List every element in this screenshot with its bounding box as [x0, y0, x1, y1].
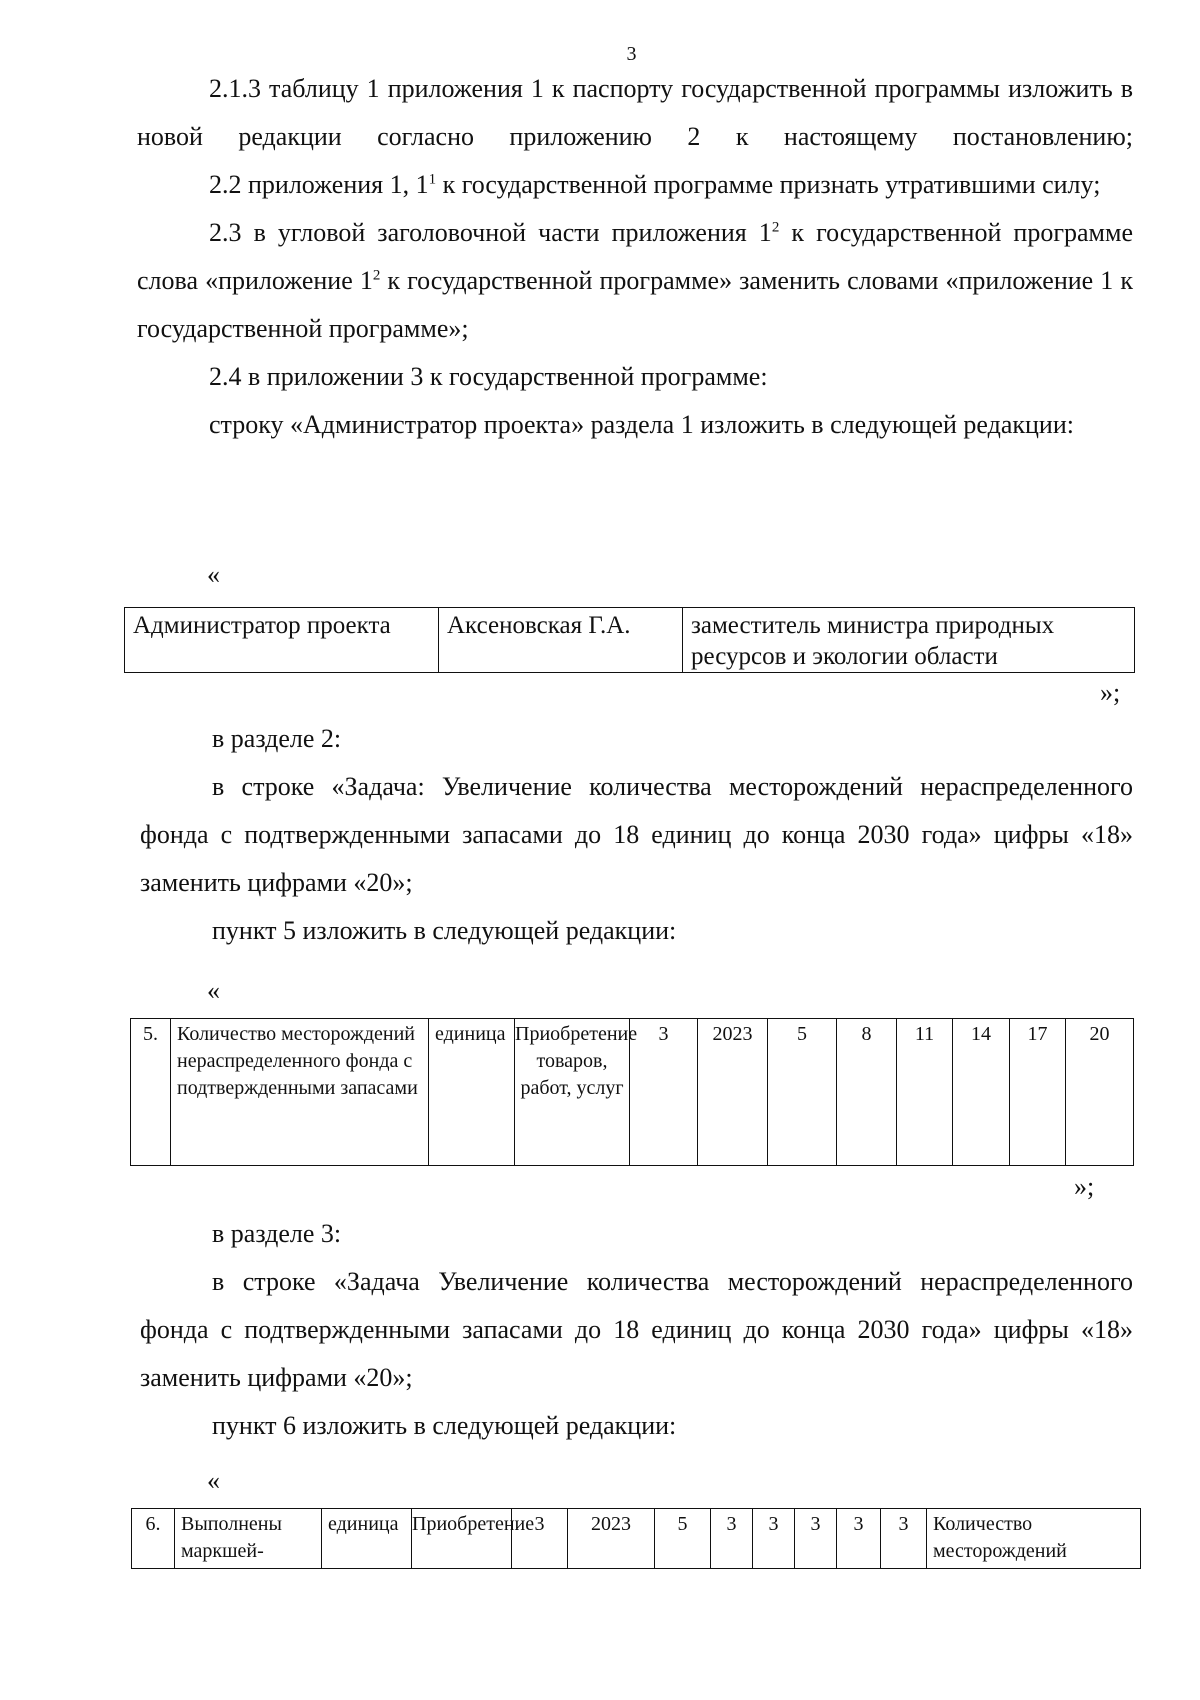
opening-quote-2: «: [207, 976, 220, 1005]
table-cell: единица: [322, 1509, 412, 1569]
table-cell: 3: [881, 1509, 927, 1569]
text-block-section-2: [140, 715, 1133, 955]
table-cell: заместитель министра природных ресурсов и экологии области: [683, 608, 1135, 673]
paragraph-row-administrator: строку «Администратор проекта» раздела 1 изложить в следующей редакции:: [209, 410, 1074, 439]
table-cell: единица: [429, 1019, 515, 1166]
paragraph-item-5: пункт 5 изложить в следующей редакции:: [212, 916, 677, 945]
table-cell: 3: [711, 1509, 753, 1569]
opening-quote-1: «: [207, 560, 220, 589]
paragraph-2-4: 2.4 в приложении 3 к государственной программе:: [209, 362, 768, 391]
table-row: [132, 1509, 1141, 1569]
table-cell: 3: [837, 1509, 881, 1569]
table-cell: 2023: [568, 1509, 655, 1569]
table-cell: 20: [1066, 1019, 1134, 1166]
table-item-6: [131, 1508, 1141, 1569]
table-cell: 11: [897, 1019, 953, 1166]
table-cell: 5.: [131, 1019, 171, 1166]
table-cell: 14: [953, 1019, 1010, 1166]
table-item-5: [130, 1018, 1134, 1166]
table-row: [125, 608, 1135, 673]
table-cell: 3: [753, 1509, 795, 1569]
table-cell: Аксеновская Г.А.: [439, 608, 683, 673]
paragraph-section-2-task: в строке «Задача: Увеличение количества месторождений нераспределенного фонда с подтвержденными запасами до 18 единиц до конца 2030 года» цифры «18» заменить цифрами «20»;: [140, 772, 1133, 897]
table-cell: 17: [1010, 1019, 1066, 1166]
table-cell: 5: [768, 1019, 837, 1166]
paragraph-section-3-task: в строке «Задача Увеличение количества месторождений нераспределенного фонда с подтвержденными запасами до 18 единиц до конца 2030 года» цифры «18» заменить цифрами «20»;: [140, 1267, 1133, 1392]
table-cell: Выполнены маркшей-: [175, 1509, 322, 1569]
table-row: [131, 1019, 1134, 1166]
table-cell: Приобретение товаров, работ, услуг: [515, 1019, 630, 1166]
table-cell: 3: [630, 1019, 698, 1166]
closing-quote-2: »;: [1074, 1172, 1095, 1201]
table-cell: Количество месторождений: [927, 1509, 1141, 1569]
table-cell: Приобретение: [412, 1509, 512, 1569]
paragraph-section-2: в разделе 2:: [212, 724, 342, 753]
table-cell: 3: [512, 1509, 568, 1569]
paragraph-2-3: 2.3 в угловой заголовочной части приложения $1^2$ к государственной программе слова «приложение $1^2$ к государственной программе» заменить словами «приложение 1 к государственной программе»;: [137, 218, 1133, 343]
page-number: 3: [626, 43, 637, 65]
table-cell: 2023: [698, 1019, 768, 1166]
paragraph-item-6: пункт 6 изложить в следующей редакции:: [212, 1411, 677, 1440]
table-cell: 8: [837, 1019, 897, 1166]
closing-quote-1: »;: [1100, 678, 1121, 707]
paragraph-2-1-3: 2.1.3 таблицу 1 приложения 1 к паспорту государственной программы изложить в новой редакции согласно приложению 2 к настоящему постановлению;: [137, 74, 1133, 151]
text-block-section-3: [140, 1210, 1133, 1450]
paragraph-section-3: в разделе 3:: [212, 1219, 342, 1248]
text-block-amendments-2: [137, 65, 1133, 449]
table-cell: 3: [795, 1509, 837, 1569]
table-cell: Администратор проекта: [125, 608, 439, 673]
table-project-administrator: [124, 607, 1135, 673]
table-cell: Количество месторождений нераспределенного фонда с подтвержденными запасами: [171, 1019, 429, 1166]
paragraph-2-2: 2.2 приложения 1, $1^1$ к государственной программе признать утратившими силу;: [209, 170, 1101, 199]
table-cell: 5: [655, 1509, 711, 1569]
table-cell: 6.: [132, 1509, 175, 1569]
opening-quote-3: «: [207, 1466, 220, 1495]
